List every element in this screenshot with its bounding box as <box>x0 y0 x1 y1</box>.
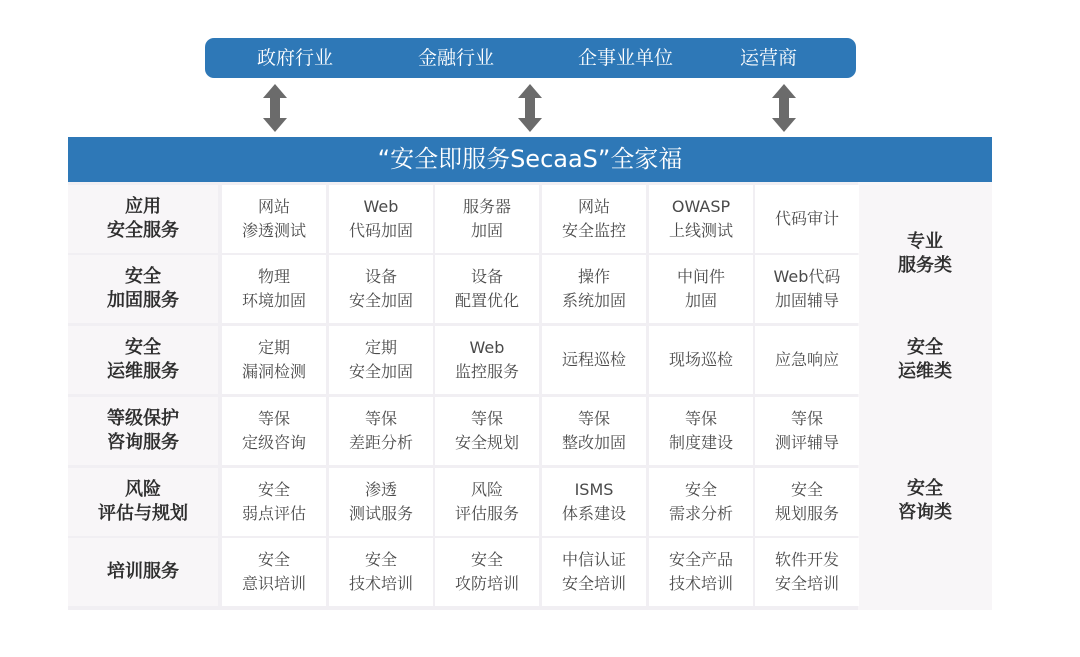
text-line: OWASP <box>671 197 731 216</box>
category-label <box>858 477 992 525</box>
text-line: 等保 <box>790 409 823 428</box>
text-line: 等保 <box>257 409 290 428</box>
service-cell <box>755 255 859 323</box>
text-line: 设备 <box>470 267 503 286</box>
service-cell <box>222 185 326 253</box>
text-line: 测评辅导 <box>774 433 839 452</box>
text-line: 安全 <box>790 480 823 499</box>
service-cell <box>755 397 859 465</box>
category-label <box>858 336 992 384</box>
text-line: 安全 <box>125 266 161 287</box>
text-line: 现场巡检 <box>668 350 733 369</box>
text-line: 渗透测试 <box>241 221 306 240</box>
text-line: 加固辅导 <box>774 291 839 310</box>
text-line: 远程巡检 <box>561 350 626 369</box>
text-line: 弱点评估 <box>241 504 306 523</box>
text-line: 软件开发 <box>774 550 839 569</box>
text-line: 运维类 <box>898 361 952 382</box>
text-line: 安全规划 <box>454 433 519 452</box>
text-line: 安全 <box>470 550 503 569</box>
text-line: 安全 <box>257 550 290 569</box>
text-line: 安全 <box>257 480 290 499</box>
service-cell <box>649 326 753 394</box>
text-line: 操作 <box>577 267 610 286</box>
text-line: 技术培训 <box>668 574 733 593</box>
row-header <box>68 538 218 606</box>
service-cell <box>329 185 433 253</box>
text-line: 安全培训 <box>561 574 626 593</box>
row-header <box>68 468 218 536</box>
service-cell <box>649 468 753 536</box>
text-line: 代码加固 <box>348 221 413 240</box>
service-cell <box>755 326 859 394</box>
secaas-banner: “安全即服务SecaaS”全家福 <box>68 137 992 182</box>
text-line: ISMS <box>574 480 614 499</box>
text-line: Web代码 <box>773 267 841 286</box>
text-line: 意识培训 <box>241 574 306 593</box>
text-line: 网站 <box>257 197 290 216</box>
text-line: 系统加固 <box>561 291 626 310</box>
row-header <box>68 255 218 323</box>
text-line: 加固 <box>684 291 717 310</box>
text-line: 安全 <box>125 337 161 358</box>
text-line: 服务器 <box>462 197 511 216</box>
text-line: 技术培训 <box>348 574 413 593</box>
text-line: 培训服务 <box>107 561 179 582</box>
service-cell <box>435 468 539 536</box>
text-line: 等保 <box>470 409 503 428</box>
row-header <box>68 326 218 394</box>
service-cell <box>649 255 753 323</box>
industry-enterprise: 企事业单位 <box>578 47 674 69</box>
service-cell <box>329 255 433 323</box>
service-cell <box>755 185 859 253</box>
service-cell <box>542 255 646 323</box>
service-cell <box>542 538 646 606</box>
service-cell <box>222 468 326 536</box>
text-line: 攻防培训 <box>454 574 519 593</box>
double-arrow-icon <box>517 84 543 132</box>
industry-finance: 金融行业 <box>418 47 495 69</box>
service-cell <box>435 538 539 606</box>
text-line: 定期 <box>257 338 290 357</box>
text-line: 代码审计 <box>774 209 839 228</box>
text-line: 漏洞检测 <box>241 362 306 381</box>
service-cell <box>329 397 433 465</box>
service-cell <box>222 326 326 394</box>
text-line: Web <box>363 197 399 216</box>
service-cell <box>755 468 859 536</box>
service-cell <box>649 538 753 606</box>
text-line: 安全 <box>907 337 943 358</box>
text-line: 加固服务 <box>107 290 179 311</box>
text-line: 专业 <box>907 231 943 252</box>
service-cell <box>222 538 326 606</box>
text-line: 安全加固 <box>348 362 413 381</box>
text-line: 应急响应 <box>774 350 839 369</box>
text-line: 定期 <box>364 338 397 357</box>
text-line: 中信认证 <box>561 550 626 569</box>
service-cell <box>542 326 646 394</box>
text-line: 需求分析 <box>668 504 733 523</box>
text-line: 环境加固 <box>241 291 306 310</box>
category-label <box>858 230 992 278</box>
service-cell <box>542 468 646 536</box>
text-line: 评估与规划 <box>98 503 188 524</box>
text-line: 安全产品 <box>668 550 733 569</box>
text-line: 应用 <box>125 196 161 217</box>
text-line: 定级咨询 <box>241 433 306 452</box>
row-header <box>68 397 218 465</box>
service-cell <box>435 185 539 253</box>
service-cell <box>755 538 859 606</box>
text-line: 等保 <box>364 409 397 428</box>
industry-government: 政府行业 <box>257 47 334 69</box>
text-line: 上线测试 <box>668 221 733 240</box>
text-line: 咨询类 <box>898 502 952 523</box>
text-line: 监控服务 <box>454 362 519 381</box>
text-line: 网站 <box>577 197 610 216</box>
text-line: 体系建设 <box>561 504 626 523</box>
text-line: 咨询服务 <box>107 432 179 453</box>
service-cell <box>329 326 433 394</box>
text-line: 安全培训 <box>774 574 839 593</box>
text-line: 等级保护 <box>107 408 179 429</box>
text-line: 等保 <box>577 409 610 428</box>
double-arrow-icon <box>262 84 288 132</box>
industry-carrier: 运营商 <box>740 47 798 69</box>
service-cell <box>329 468 433 536</box>
text-line: 差距分析 <box>348 433 413 452</box>
text-line: 风险 <box>125 479 161 500</box>
text-line: 风险 <box>470 480 503 499</box>
text-line: 加固 <box>470 221 503 240</box>
text-line: 安全 <box>364 550 397 569</box>
text-line: 制度建设 <box>668 433 733 452</box>
text-line: 安全监控 <box>561 221 626 240</box>
service-cell <box>435 397 539 465</box>
text-line: 安全 <box>907 478 943 499</box>
text-line: 安全服务 <box>107 220 179 241</box>
service-cell <box>435 255 539 323</box>
text-line: 渗透 <box>364 480 397 499</box>
service-cell <box>435 326 539 394</box>
text-line: 安全加固 <box>348 291 413 310</box>
text-line: 评估服务 <box>454 504 519 523</box>
service-cell <box>542 397 646 465</box>
text-line: 服务类 <box>898 255 952 276</box>
text-line: 运维服务 <box>107 361 179 382</box>
text-line: Web <box>469 338 505 357</box>
text-line: 物理 <box>257 267 290 286</box>
industry-bar <box>205 38 856 78</box>
service-cell <box>649 185 753 253</box>
service-cell <box>222 397 326 465</box>
service-cell <box>222 255 326 323</box>
text-line: 整改加固 <box>561 433 626 452</box>
service-cell <box>542 185 646 253</box>
service-cell <box>329 538 433 606</box>
text-line: 中间件 <box>676 267 725 286</box>
service-cell <box>649 397 753 465</box>
row-header <box>68 185 218 253</box>
text-line: 设备 <box>364 267 397 286</box>
double-arrow-icon <box>771 84 797 132</box>
text-line: 测试服务 <box>348 504 413 523</box>
text-line: 安全 <box>684 480 717 499</box>
text-line: 等保 <box>684 409 717 428</box>
text-line: 配置优化 <box>454 291 519 310</box>
text-line: 规划服务 <box>774 504 839 523</box>
